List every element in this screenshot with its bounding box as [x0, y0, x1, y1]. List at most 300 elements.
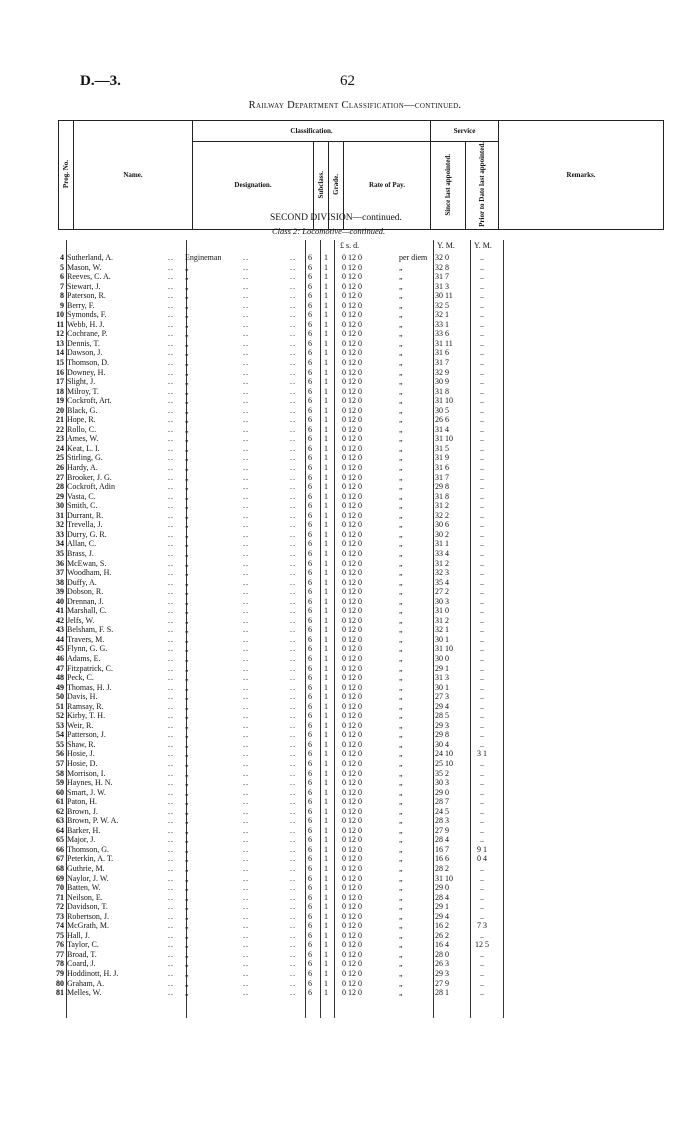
subclass: 6: [308, 615, 312, 625]
leader-dots: ..: [243, 978, 249, 988]
designation: „: [185, 730, 189, 740]
header-rate-of-pay: Rate of Pay.: [344, 142, 431, 230]
leader-dots: ..: [243, 424, 249, 434]
table-row: [50, 482, 510, 492]
subclass: 6: [308, 377, 312, 387]
designation: „: [185, 577, 189, 587]
leader-dots: ..: [168, 692, 174, 702]
grade: 1: [324, 835, 328, 845]
row-number: 17: [56, 377, 64, 387]
grade: 1: [324, 338, 328, 348]
employee-name: Drennan, J.: [67, 596, 104, 606]
employee-name: Belsham, F. S.: [67, 625, 114, 635]
prior-to-date: ..: [480, 253, 484, 262]
row-number: 41: [56, 606, 64, 616]
designation: „: [185, 644, 189, 654]
grade: 1: [324, 692, 328, 702]
leader-dots: ..: [243, 568, 249, 578]
table-row: [50, 702, 510, 712]
pay-unit: „: [399, 797, 403, 807]
rate-of-pay: 0 12 0: [342, 873, 362, 883]
grade: 1: [324, 949, 328, 959]
subclass: 6: [308, 653, 312, 663]
employee-name: Cochrane, P.: [67, 329, 108, 339]
designation: „: [185, 262, 189, 272]
grade: 1: [324, 548, 328, 558]
leader-dots: ..: [243, 501, 249, 511]
leader-dots: ..: [243, 482, 249, 492]
grade: 1: [324, 615, 328, 625]
grade: 1: [324, 539, 328, 549]
employee-name: Paton, H.: [67, 797, 97, 807]
leader-dots: ..: [168, 911, 174, 921]
rate-of-pay: 0 12 0: [342, 386, 362, 396]
prior-to-date: ..: [480, 548, 484, 558]
row-number: 19: [56, 396, 64, 406]
leader-dots: ..: [243, 730, 249, 740]
employee-name: Thomas, H. J.: [67, 682, 112, 692]
since-last-appointed: 29 0: [435, 883, 449, 893]
leader-dots: ..: [243, 596, 249, 606]
prior-to-date: ..: [480, 911, 484, 921]
table-row: [50, 291, 510, 301]
rate-of-pay: 0 12 0: [342, 539, 362, 549]
rate-of-pay: 0 12 0: [342, 558, 362, 568]
prior-to-date: ..: [480, 692, 484, 702]
rate-of-pay: 0 12 0: [342, 463, 362, 473]
leader-dots: ..: [290, 434, 296, 444]
table-row: [50, 664, 510, 674]
designation: „: [185, 816, 189, 826]
leader-dots: ..: [243, 663, 249, 673]
prior-to-date: ..: [480, 329, 484, 339]
prior-to-date: ..: [480, 596, 484, 606]
since-last-appointed: 30 2: [435, 529, 449, 539]
table-row: [50, 415, 510, 425]
row-number: 46: [56, 653, 64, 663]
table-row: [50, 568, 510, 578]
leader-dots: ..: [243, 844, 249, 854]
subclass: 6: [308, 291, 312, 301]
table-row: [50, 692, 510, 702]
row-number: 66: [56, 844, 64, 854]
table-row: [50, 683, 510, 693]
leader-dots: ..: [168, 491, 174, 501]
subclass: 6: [308, 348, 312, 358]
designation: „: [185, 940, 189, 950]
leader-dots: ..: [168, 797, 174, 807]
table-row: [50, 883, 510, 893]
leader-dots: ..: [290, 386, 296, 396]
leader-dots: ..: [168, 701, 174, 711]
leader-dots: ..: [168, 262, 174, 272]
employee-name: Smith, C.: [67, 501, 98, 511]
designation: „: [185, 424, 189, 434]
row-number: 34: [56, 539, 64, 549]
leader-dots: ..: [243, 367, 249, 377]
leader-dots: ..: [243, 768, 249, 778]
pay-unit: „: [399, 491, 403, 501]
prior-to-date: ..: [480, 443, 484, 453]
leader-dots: ..: [290, 358, 296, 368]
table-row: [50, 425, 510, 435]
prior-to-date: ..: [480, 720, 484, 730]
subclass: 6: [308, 510, 312, 520]
pay-unit: „: [399, 768, 403, 778]
pay-unit: „: [399, 844, 403, 854]
leader-dots: ..: [290, 978, 296, 988]
leader-dots: ..: [290, 663, 296, 673]
prior-to-date: ..: [480, 272, 484, 282]
grade: 1: [324, 682, 328, 692]
leader-dots: ..: [243, 262, 249, 272]
row-number: 27: [56, 472, 64, 482]
designation: „: [185, 606, 189, 616]
subclass: 6: [308, 501, 312, 511]
leader-dots: ..: [168, 749, 174, 759]
pay-unit: „: [399, 596, 403, 606]
designation: „: [185, 921, 189, 931]
leader-dots: ..: [243, 319, 249, 329]
employee-name: Morrison, I.: [67, 768, 106, 778]
designation: „: [185, 883, 189, 893]
subclass: 6: [308, 329, 312, 339]
designation: „: [185, 653, 189, 663]
designation: „: [185, 673, 189, 683]
pay-unit: „: [399, 386, 403, 396]
designation: „: [185, 405, 189, 415]
leader-dots: ..: [290, 730, 296, 740]
table-row: [50, 902, 510, 912]
designation: „: [185, 911, 189, 921]
row-number: 11: [56, 319, 64, 329]
employee-name: Adams, E.: [67, 653, 101, 663]
designation: „: [185, 625, 189, 635]
subclass: 6: [308, 682, 312, 692]
leader-dots: ..: [168, 844, 174, 854]
subclass: 6: [308, 529, 312, 539]
pay-unit: „: [399, 749, 403, 759]
subclass: 6: [308, 749, 312, 759]
row-number: 60: [56, 787, 64, 797]
prior-to-date: ..: [480, 978, 484, 988]
rate-of-pay: 0 12 0: [342, 482, 362, 492]
pay-unit: „: [399, 482, 403, 492]
table-row: [50, 396, 510, 406]
employee-name: Dobson, R.: [67, 587, 104, 597]
designation: „: [185, 358, 189, 368]
prior-to-date: ..: [480, 415, 484, 425]
leader-dots: ..: [243, 539, 249, 549]
rate-of-pay: 0 12 0: [342, 682, 362, 692]
employee-name: Davis, H.: [67, 692, 98, 702]
leader-dots: ..: [168, 653, 174, 663]
prior-to-date: ..: [480, 482, 484, 492]
leader-dots: ..: [243, 358, 249, 368]
subclass: 6: [308, 606, 312, 616]
leader-dots: ..: [290, 892, 296, 902]
leader-dots: ..: [290, 491, 296, 501]
pay-unit: „: [399, 988, 403, 998]
table-row: [50, 854, 510, 864]
prior-to-date: ..: [480, 491, 484, 501]
leader-dots: ..: [290, 615, 296, 625]
leader-dots: ..: [243, 825, 249, 835]
prior-to-date: ..: [480, 262, 484, 272]
leader-dots: ..: [290, 253, 296, 262]
row-number: 10: [56, 310, 64, 320]
rate-of-pay: 0 12 0: [342, 634, 362, 644]
leader-dots: ..: [290, 568, 296, 578]
designation: „: [185, 348, 189, 358]
designation: „: [185, 539, 189, 549]
prior-to-date: ..: [480, 711, 484, 721]
leader-dots: ..: [168, 758, 174, 768]
rate-of-pay: 0 12 0: [342, 825, 362, 835]
subclass: 6: [308, 806, 312, 816]
employee-name: Taylor, C.: [67, 940, 99, 950]
grade: 1: [324, 844, 328, 854]
subclass: 6: [308, 415, 312, 425]
rate-of-pay: 0 12 0: [342, 758, 362, 768]
leader-dots: ..: [243, 949, 249, 959]
prior-to-date: 7 3: [477, 921, 487, 931]
designation: „: [185, 596, 189, 606]
table-row: [50, 606, 510, 616]
pay-unit: „: [399, 930, 403, 940]
designation: „: [185, 825, 189, 835]
row-number: 78: [56, 959, 64, 969]
leader-dots: ..: [243, 587, 249, 597]
rate-of-pay: 0 12 0: [342, 262, 362, 272]
prior-to-date: ..: [480, 806, 484, 816]
since-last-appointed: 33 6: [435, 329, 449, 339]
employee-name: Sutherland, A.: [67, 253, 113, 262]
table-row: [50, 578, 510, 588]
leader-dots: ..: [243, 606, 249, 616]
row-number: 7: [60, 281, 64, 291]
subclass: 6: [308, 787, 312, 797]
leader-dots: ..: [290, 749, 296, 759]
row-number: 45: [56, 644, 64, 654]
since-last-appointed: 31 7: [435, 272, 449, 282]
pay-unit: „: [399, 548, 403, 558]
since-last-appointed: 31 1: [435, 539, 449, 549]
rate-of-pay: 0 12 0: [342, 338, 362, 348]
table-row: [50, 864, 510, 874]
leader-dots: ..: [290, 930, 296, 940]
leader-dots: ..: [290, 529, 296, 539]
designation: „: [185, 797, 189, 807]
prior-to-date: ..: [480, 835, 484, 845]
since-last-appointed: 28 1: [435, 988, 449, 998]
subclass: 6: [308, 969, 312, 979]
pay-unit: „: [399, 615, 403, 625]
designation: „: [185, 386, 189, 396]
since-last-appointed: 31 3: [435, 281, 449, 291]
subclass: 6: [308, 768, 312, 778]
designation: „: [185, 367, 189, 377]
prior-to-date: ..: [480, 606, 484, 616]
prior-to-date: ..: [480, 310, 484, 320]
pay-unit: „: [399, 854, 403, 864]
designation: „: [185, 472, 189, 482]
table-row: [50, 797, 510, 807]
subclass: 6: [308, 825, 312, 835]
since-last-appointed: 26 3: [435, 959, 449, 969]
leader-dots: ..: [168, 348, 174, 358]
leader-dots: ..: [243, 959, 249, 969]
grade: 1: [324, 711, 328, 721]
since-last-appointed: 30 1: [435, 682, 449, 692]
designation: „: [185, 720, 189, 730]
pay-unit: „: [399, 825, 403, 835]
employee-name: Keat, L. I.: [67, 443, 100, 453]
since-last-appointed: 31 10: [435, 396, 453, 406]
grade: 1: [324, 367, 328, 377]
leader-dots: ..: [168, 434, 174, 444]
leader-dots: ..: [243, 892, 249, 902]
since-last-appointed: 28 7: [435, 797, 449, 807]
header-subclass: Subclass.: [314, 142, 329, 230]
row-number: 50: [56, 692, 64, 702]
pay-unit: „: [399, 501, 403, 511]
employee-name: Milroy, T.: [67, 386, 99, 396]
grade: 1: [324, 253, 328, 262]
section-title: SECOND DIVISION—continued.: [270, 213, 402, 223]
header-designation: Designation.: [193, 142, 314, 230]
row-number: 20: [56, 405, 64, 415]
row-number: 33: [56, 529, 64, 539]
leader-dots: ..: [243, 969, 249, 979]
leader-dots: ..: [290, 778, 296, 788]
leader-dots: ..: [290, 539, 296, 549]
pay-unit: „: [399, 701, 403, 711]
leader-dots: ..: [243, 921, 249, 931]
leader-dots: ..: [168, 463, 174, 473]
leader-dots: ..: [243, 520, 249, 530]
subclass: 6: [308, 272, 312, 282]
rate-of-pay: 0 12 0: [342, 577, 362, 587]
leader-dots: ..: [290, 825, 296, 835]
designation: „: [185, 443, 189, 453]
grade: 1: [324, 463, 328, 473]
since-last-appointed: 27 3: [435, 692, 449, 702]
prior-to-date: ..: [480, 615, 484, 625]
prior-to-date: ..: [480, 988, 484, 998]
leader-dots: ..: [290, 644, 296, 654]
prior-to-date: ..: [480, 902, 484, 912]
pay-unit: „: [399, 453, 403, 463]
prior-to-date: ..: [480, 787, 484, 797]
rate-of-pay: 0 12 0: [342, 377, 362, 387]
leader-dots: ..: [243, 988, 249, 998]
subclass: 6: [308, 443, 312, 453]
leader-dots: ..: [290, 510, 296, 520]
units-pounds: £ s. d.: [340, 241, 360, 250]
leader-dots: ..: [168, 978, 174, 988]
grade: 1: [324, 930, 328, 940]
prior-to-date: ..: [480, 348, 484, 358]
since-last-appointed: 29 8: [435, 482, 449, 492]
leader-dots: ..: [290, 911, 296, 921]
leader-dots: ..: [290, 682, 296, 692]
rate-of-pay: 0 12 0: [342, 453, 362, 463]
leader-dots: ..: [168, 768, 174, 778]
leader-dots: ..: [168, 711, 174, 721]
rate-of-pay: 0 12 0: [342, 319, 362, 329]
leader-dots: ..: [243, 711, 249, 721]
leader-dots: ..: [168, 673, 174, 683]
leader-dots: ..: [168, 778, 174, 788]
table-row: [50, 778, 510, 788]
pay-unit: „: [399, 625, 403, 635]
table-row: [50, 453, 510, 463]
subclass: 6: [308, 930, 312, 940]
pay-unit: „: [399, 730, 403, 740]
rate-of-pay: 0 12 0: [342, 959, 362, 969]
row-number: 56: [56, 749, 64, 759]
employee-name: Davidson, T.: [67, 902, 108, 912]
leader-dots: ..: [168, 577, 174, 587]
rate-of-pay: 0 12 0: [342, 864, 362, 873]
rate-of-pay: 0 12 0: [342, 548, 362, 558]
leader-dots: ..: [168, 873, 174, 883]
rate-of-pay: 0 12 0: [342, 434, 362, 444]
rate-of-pay: 0 12 0: [342, 854, 362, 864]
leader-dots: ..: [168, 892, 174, 902]
designation: „: [185, 864, 189, 873]
pay-unit: „: [399, 539, 403, 549]
since-last-appointed: 27 2: [435, 587, 449, 597]
leader-dots: ..: [168, 272, 174, 282]
since-last-appointed: 28 4: [435, 835, 449, 845]
employee-name: Peck, C.: [67, 673, 94, 683]
rate-of-pay: 0 12 0: [342, 921, 362, 931]
table-row: [50, 921, 510, 931]
rate-of-pay: 0 12 0: [342, 988, 362, 998]
leader-dots: ..: [290, 348, 296, 358]
subclass: 6: [308, 319, 312, 329]
designation: „: [185, 701, 189, 711]
prior-to-date: ..: [480, 367, 484, 377]
employee-name: Shaw, R.: [67, 739, 96, 749]
designation: „: [185, 682, 189, 692]
rate-of-pay: 0 12 0: [342, 902, 362, 912]
designation: „: [185, 663, 189, 673]
prior-to-date: ..: [480, 797, 484, 807]
since-last-appointed: 25 10: [435, 758, 453, 768]
leader-dots: ..: [168, 854, 174, 864]
employee-name: Cockroft, Art.: [67, 396, 112, 406]
designation: Engineman: [185, 253, 222, 262]
row-number: 16: [56, 367, 64, 377]
leader-dots: ..: [168, 300, 174, 310]
designation: „: [185, 501, 189, 511]
leader-dots: ..: [168, 596, 174, 606]
pay-unit: „: [399, 663, 403, 673]
subclass: 6: [308, 730, 312, 740]
rate-of-pay: 0 12 0: [342, 443, 362, 453]
designation: „: [185, 892, 189, 902]
prior-to-date: ..: [480, 453, 484, 463]
leader-dots: ..: [168, 501, 174, 511]
leader-dots: ..: [243, 883, 249, 893]
rate-of-pay: 0 12 0: [342, 424, 362, 434]
row-number: 75: [56, 930, 64, 940]
table-row: [50, 769, 510, 779]
grade: 1: [324, 281, 328, 291]
